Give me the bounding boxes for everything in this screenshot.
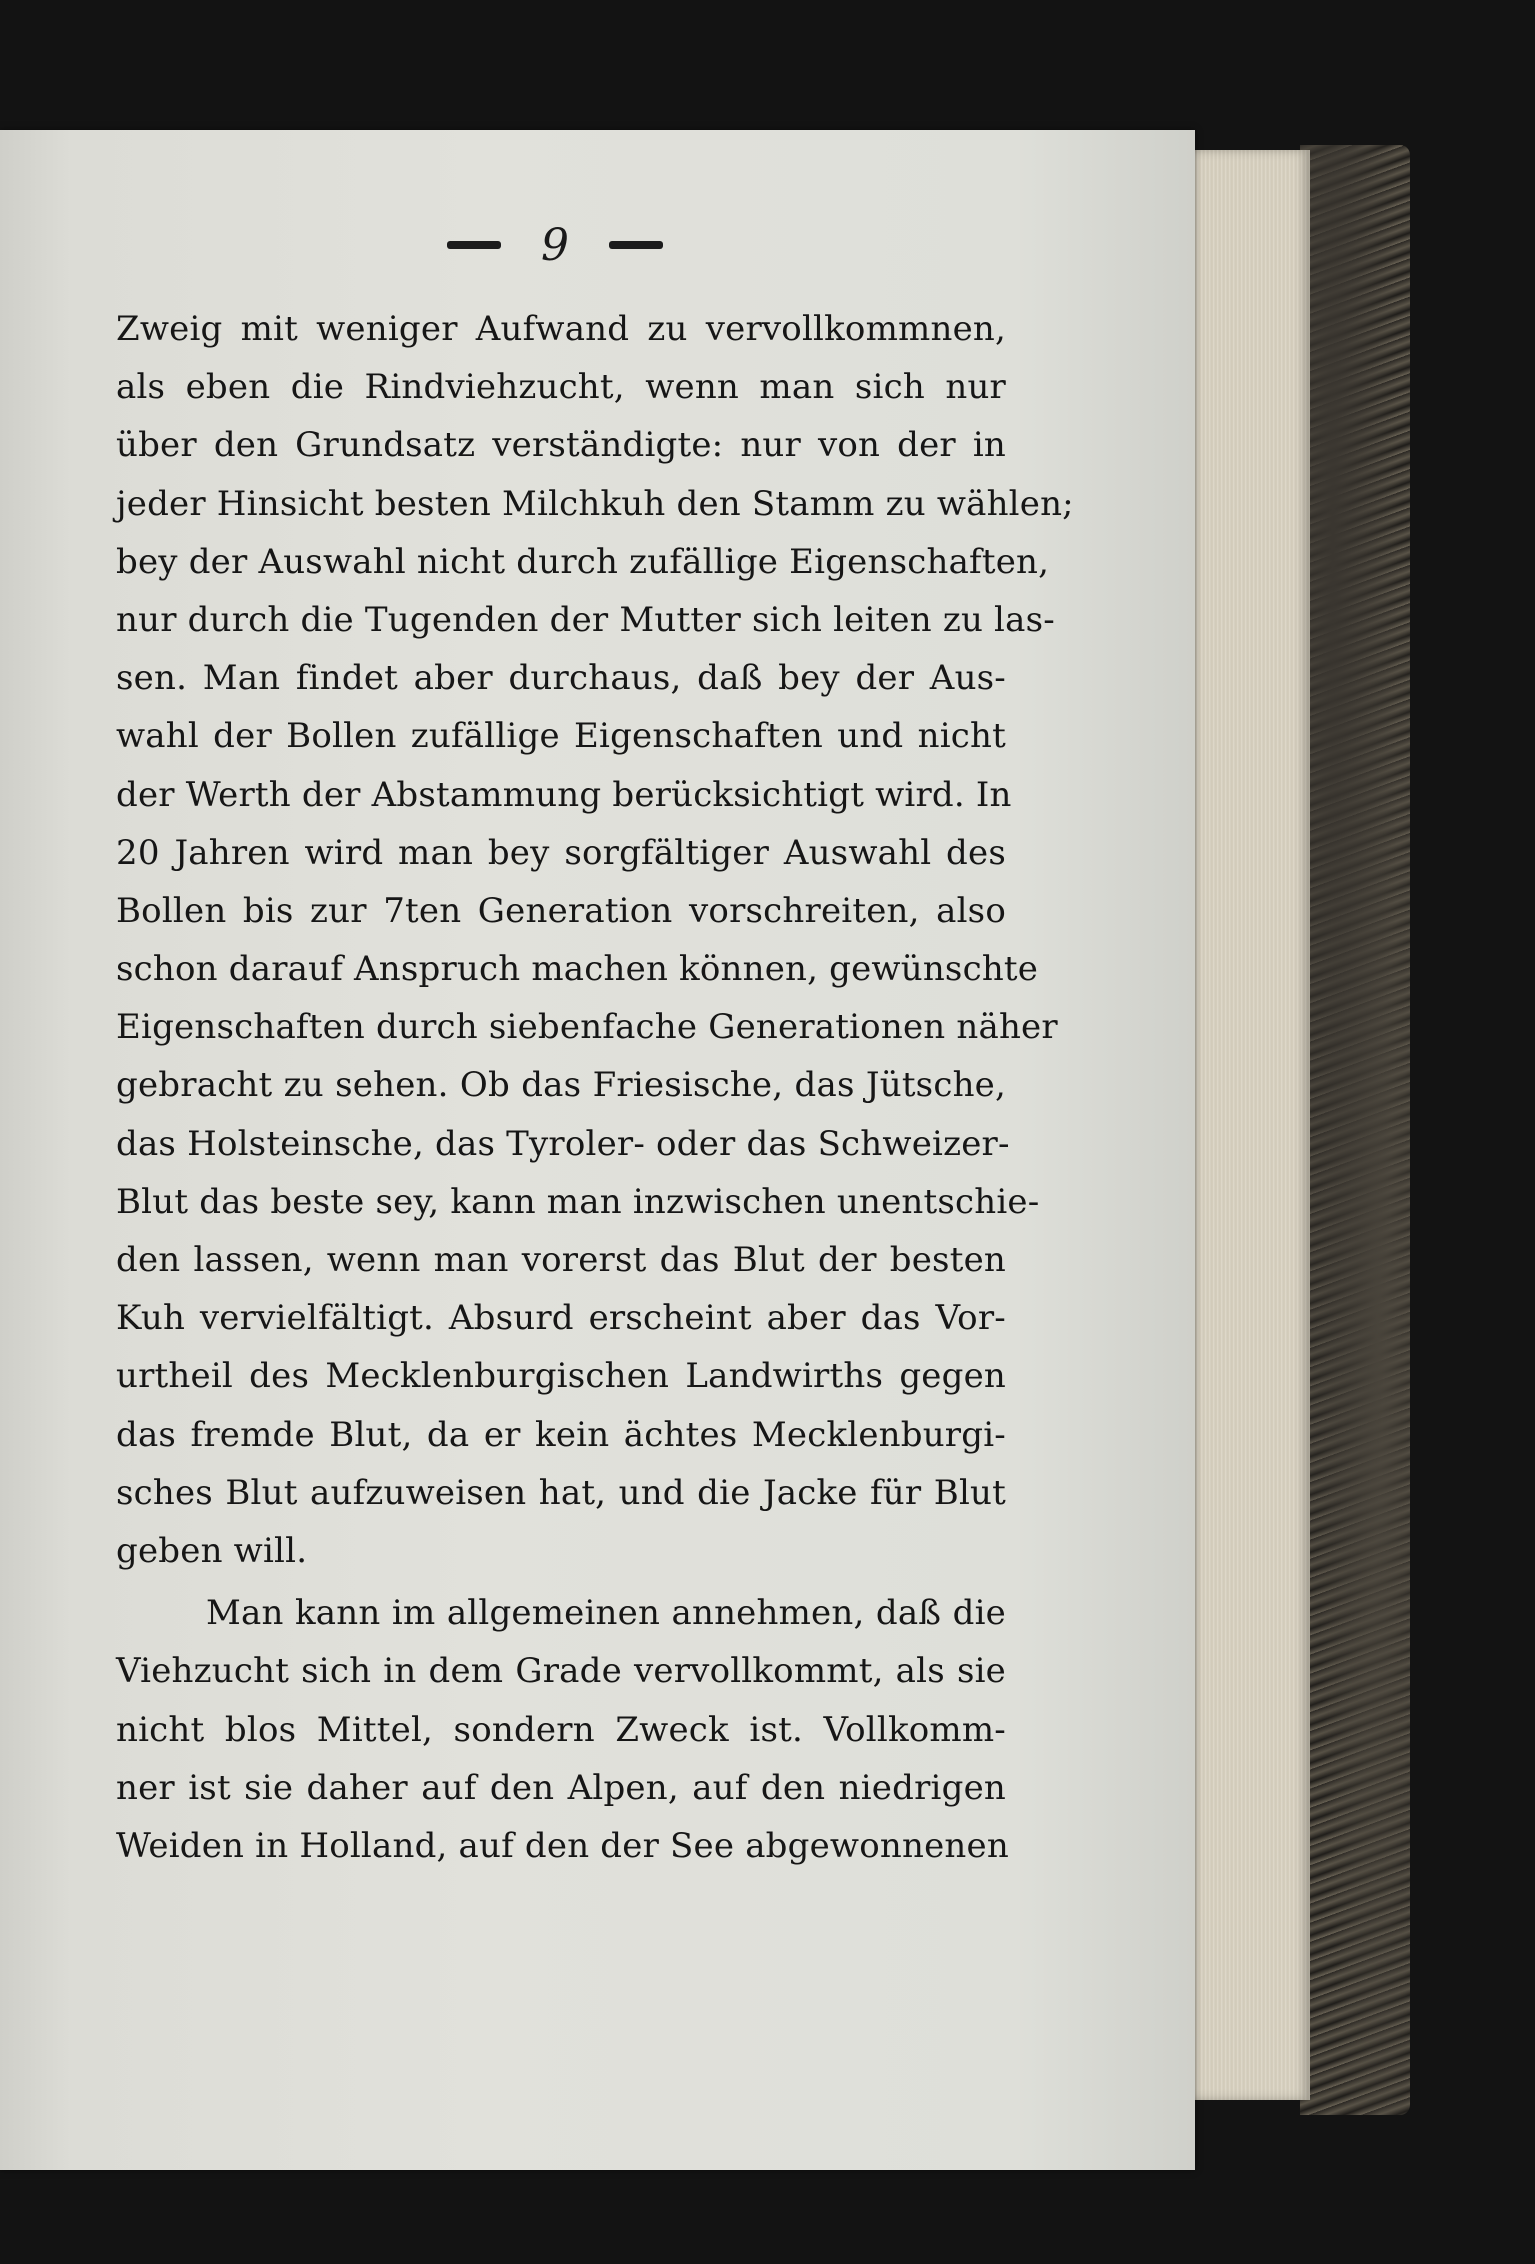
book-cover: [1300, 145, 1410, 2115]
text-line: nicht blos Mittel, sondern Zweck ist. Vollkomm-: [116, 1709, 1006, 1750]
text-line: über den Grundsatz verständigte: nur von der in: [116, 425, 1006, 466]
text-line: Viehzucht sich in dem Grade vervollkommt, als sie: [116, 1651, 1006, 1692]
text-line: Zweig mit weniger Aufwand zu vervollkommnen,: [116, 309, 1006, 349]
text-line: sen. Man findet aber durchaus, daß bey der Aus-: [116, 658, 1006, 699]
text-line: bey der Auswahl nicht durch zufällige Eigenschaften,: [116, 541, 1050, 582]
header-dash-right: [609, 241, 663, 249]
text-line: ner ist sie daher auf den Alpen, auf den niedrigen: [116, 1767, 1006, 1808]
text-line: urtheil des Mecklenburgischen Landwirths gegen: [116, 1356, 1006, 1397]
page-edges: [1188, 150, 1310, 2100]
text-line: Bollen bis zur 7ten Generation vorschreiten, also: [116, 890, 1006, 931]
text-line: schon darauf Anspruch machen können, gewünschte: [116, 949, 1039, 990]
page-number-header: [405, 215, 705, 275]
text-line: den lassen, wenn man vorerst das Blut der besten: [116, 1240, 1006, 1280]
body-text: [116, 300, 1074, 1875]
text-line-paragraph-end: geben will.: [116, 1530, 308, 1571]
text-line: gebracht zu sehen. Ob das Friesische, das Jütsche,: [116, 1065, 1006, 1106]
text-line: jeder Hinsicht besten Milchkuh den Stamm zu wählen;: [116, 483, 1074, 524]
page-number: 9: [541, 219, 569, 271]
text-line: Eigenschaften durch siebenfache Generationen näher: [116, 1007, 1058, 1048]
text-line: 20 Jahren wird man bey sorgfältiger Auswahl des: [116, 832, 1006, 873]
text-line: Weiden in Holland, auf den der See abgewonnenen: [116, 1825, 1009, 1866]
text-line: der Werth der Abstammung berücksichtigt wird. In: [116, 774, 1012, 815]
text-line-paragraph-start: Man kann im allgemeinen annehmen, daß die: [206, 1593, 1006, 1634]
text-line: Kuh vervielfältigt. Absurd erscheint aber das Vor-: [116, 1298, 1006, 1339]
text-line: Blut das beste sey, kann man inzwischen unentschie-: [116, 1181, 1040, 1222]
text-line: sches Blut aufzuweisen hat, und die Jacke für Blut: [116, 1472, 1006, 1513]
text-line: das fremde Blut, da er kein ächtes Mecklenburgi-: [116, 1414, 1006, 1455]
text-line: als eben die Rindviehzucht, wenn man sich nur: [116, 367, 1006, 408]
text-line: wahl der Bollen zufällige Eigenschaften und nicht: [116, 716, 1006, 757]
text-line: nur durch die Tugenden der Mutter sich leiten zu las-: [116, 599, 1055, 640]
text-line: das Holsteinsche, das Tyroler- oder das Schweizer-: [116, 1123, 1010, 1164]
header-dash-left: [447, 241, 501, 249]
